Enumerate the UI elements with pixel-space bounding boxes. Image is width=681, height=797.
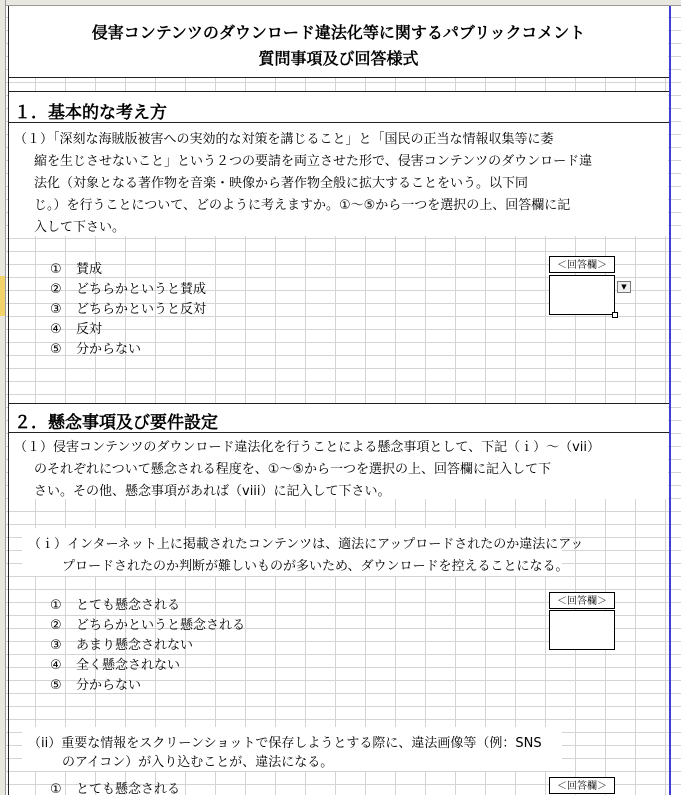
sub-i-option-3: ③ あまり懸念されない <box>50 638 194 653</box>
section1-heading: １．基本的な考え方 <box>14 103 167 123</box>
section1-option-5: ⑤ 分からない <box>50 342 142 357</box>
sub-i-option-4: ④ 全く懸念されない <box>50 658 181 673</box>
sub-i-question-line-2: プロードされたのか判断が難しいものが多いため、ダウンロードを控えることになる。 <box>62 559 569 574</box>
sub-ii-option-1: ① とても懸念される <box>50 782 181 797</box>
section2-heading: ２．懸念事項及び要件設定 <box>14 413 218 433</box>
left-border <box>8 5 9 795</box>
section1-top-border <box>8 91 669 92</box>
sub-i-question-line-1: （ｉ）インターネット上に掲載されたコンテンツは、適法にアップロードされたのか違法にアッ <box>28 537 584 552</box>
selected-row-indicator <box>0 276 5 316</box>
section1-question-line-3: 法化（対象となる著作物を音楽・映像から著作物全般に拡大することをいう。以下同 <box>34 176 529 191</box>
sub-i-option-2: ② どちらかというと懸念される <box>50 618 246 633</box>
section1-question-line-1: （１）「深刻な海賊版被害への実効的な対策を講じること」と「国民の正当な情報収集等に萎 <box>14 132 554 147</box>
column-header-bar[interactable] <box>0 0 681 6</box>
sub-i-option-1: ① とても懸念される <box>50 598 181 613</box>
sub-i-option-5: ⑤ 分からない <box>50 678 142 693</box>
section1-question-line-4: じ。）を行うことについて、どのように考えますか。①～⑤から一つを選択の上、回答欄に記 <box>34 198 571 213</box>
section1-option-1: ① 賛成 <box>50 262 103 277</box>
sub-ii-question-line-2: のアイコン）が入り込むことが、違法になる。 <box>62 755 334 770</box>
section1-answer-cell[interactable] <box>549 275 615 315</box>
fill-handle[interactable] <box>612 312 618 318</box>
sub-i-answer-cell[interactable] <box>549 610 615 650</box>
section2-question-line-3: さい。その他、懸念事項があれば（viii）に記入して下さい。 <box>34 484 391 499</box>
section2-top-border <box>8 403 669 404</box>
section1-question-line-5: 入して下さい。 <box>34 220 126 235</box>
section1-option-3: ③ どちらかというと反対 <box>50 302 207 317</box>
section2-question-line-2: のそれぞれについて懸念される程度を、①～⑤から一つを選択の上、回答欄に記入して下 <box>34 462 552 477</box>
section2-question-line-1: （１）侵害コンテンツのダウンロード違法化を行うことによる懸念事項として、下記（ｉ）～（vii） <box>14 440 601 455</box>
section1-option-2: ② どちらかというと賛成 <box>50 282 207 297</box>
section1-answer-label: ＜回答欄＞ <box>549 256 615 273</box>
section1-question-line-2: 縮を生じさせないこと」という２つの要請を両立させた形で、侵害コンテンツのダウンロード違 <box>34 154 593 169</box>
row-header-bar[interactable] <box>0 0 6 795</box>
section1-option-4: ④ 反対 <box>50 322 103 337</box>
document-title: 侵害コンテンツのダウンロード違法化等に関するパブリックコメント <box>91 23 586 42</box>
sub-i-answer-label: ＜回答欄＞ <box>549 592 615 609</box>
page-break-line <box>669 5 671 795</box>
title-bottom-border <box>8 77 669 78</box>
document-subtitle: 質問事項及び回答様式 <box>258 49 419 68</box>
sub-ii-answer-label: ＜回答欄＞ <box>549 777 615 794</box>
sub-ii-question-line-1: （ii）重要な情報をスクリーンショットで保存しようとする際に、違法画像等（例：SNS <box>28 736 542 751</box>
chevron-down-icon[interactable]: ▼ <box>617 281 631 293</box>
